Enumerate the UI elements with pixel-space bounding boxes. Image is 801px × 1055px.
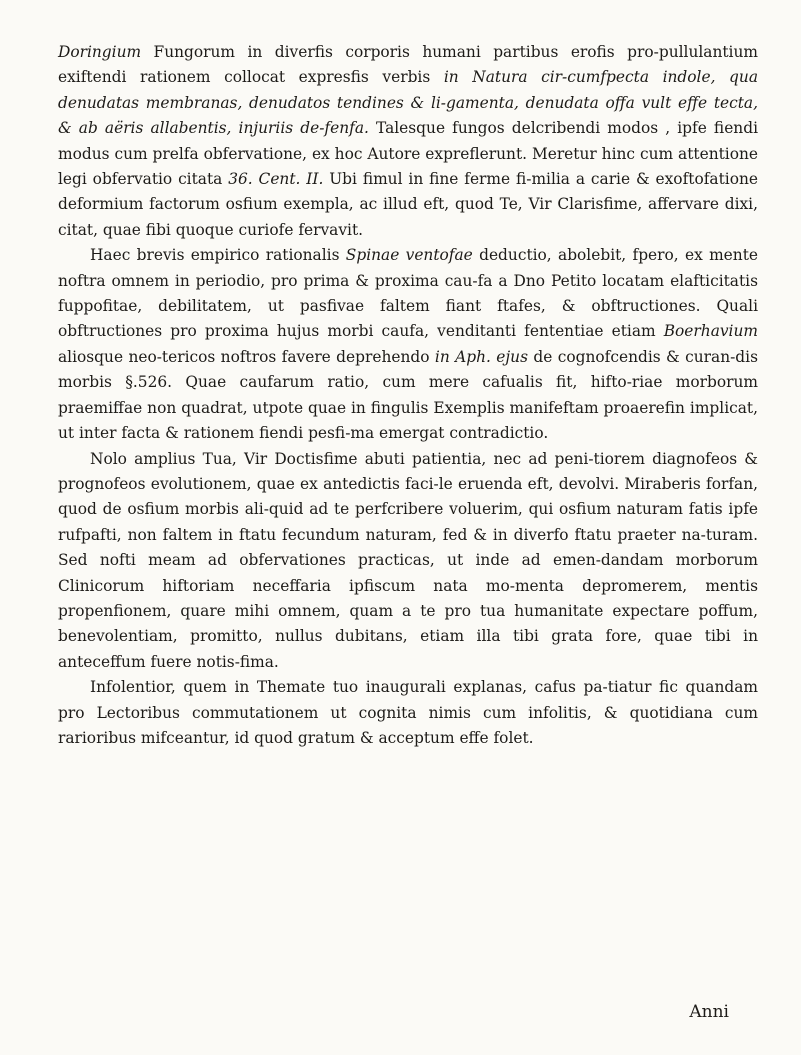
body-text-span: Fungorum in diverfis corporis humani partibus erofis pro-pullulantium exiftendi rationem collocat expresfis verbis [58, 43, 758, 87]
body-text-span: de cognofcendis & curan-dis morbis §.526. Quae caufarum ratio, cum mere cafualis fit, hifto-riae morborum praemiffae non quadrat, utpote quae in fingulis Exemplis manifeftam proaerefin implicat, ut inter facta & rationem fiendi pesfi-ma emergat contradictio. [58, 347, 758, 443]
italic-text: in Natura cir-cumfpecta indole, qua denudatas membranas, denudatos tendines & li-gamenta, denudata offa vult effe tecta, & ab aëris allabentis, injuriis de-fenfa. [58, 68, 758, 138]
body-text-span: Haec brevis empirico rationalis [90, 246, 346, 265]
body-text-span: Talesque fungos delcribendi modos , ipfe fiendi modus cum prelfa obfervatione, ex hoc Autore expreflerunt. Meretur hinc cum attentione legi obfervatio citata [58, 119, 758, 189]
paragraph [58, 447, 758, 676]
catchword: Anni [689, 1002, 729, 1022]
paragraph [58, 675, 758, 751]
body-text-span: Ubi fimul in fine ferme fi-milia a carie & exoftofatione deformium factorum osfium exempla, ac illud eft, quod Te, Vir Clarisfime, affervare dixi, citat, quae fibi quoque curiofe fervavit. [58, 170, 758, 239]
body-text-span: Infolentior, quem in Themate tuo inaugurali explanas, cafus pa-tiatur fic quandam pro Lectoribus commutationem ut cognita nimis cum infolitis, & quotidiana cum rarioribus mifceantur, id quod gratum & acceptum effe folet. [58, 678, 758, 747]
paragraph [58, 243, 758, 446]
italic-text: Boerhavium [663, 322, 758, 341]
body-text-span: Nolo amplius Tua, Vir Doctisfime abuti patientia, nec ad peni-tiorem diagnofeos & prognofeos evolutionem, quae ex antedictis faci-le eruenda eft, devolvi. Miraberis forfan, quod de osfium morbis ali-quid ad te perfcribere voluerim, qui osfium naturam fatis ipfe rufpafti, non faltem in ftatu fecundum naturam, fed & in diverfo ftatu praeter na-turam. Sed nofti meam ad obfervationes practicas, ut inde ad emen-dandam morborum Clinicorum hiftoriam neceffaria ipfiscum nata mo-menta depromerem, mentis propenfionem, quare mihi omnem, quam a te pro tua humanitate expectare poffum, benevolentiam, promitto, nullus dubitans, etiam illa tibi grata fore, quae tibi in anteceffum fuere notis-fima. [58, 449, 758, 671]
italic-text: in Aph. ejus [434, 347, 528, 366]
italic-text: 36. Cent. II. [228, 170, 324, 189]
body-text-span: aliosque neo-tericos noftros favere deprehendo [58, 347, 435, 366]
italic-text: Doringium [58, 43, 142, 61]
italic-text: Spinae ventofae [345, 246, 473, 265]
paragraph [58, 40, 758, 243]
body-text [58, 40, 758, 751]
body-text-span: deductio, abolebit, fpero, ex mente noftra omnem in periodio, pro prima & proxima cau-fa a Dno Petito locatam elafticitatis fuppofitae, debilitatem, ut pasfivae faltem fiant ftafes, & obftructiones. Quali obftructiones pro proxima hujus morbi caufa, venditanti fententiae etiam [58, 246, 758, 341]
